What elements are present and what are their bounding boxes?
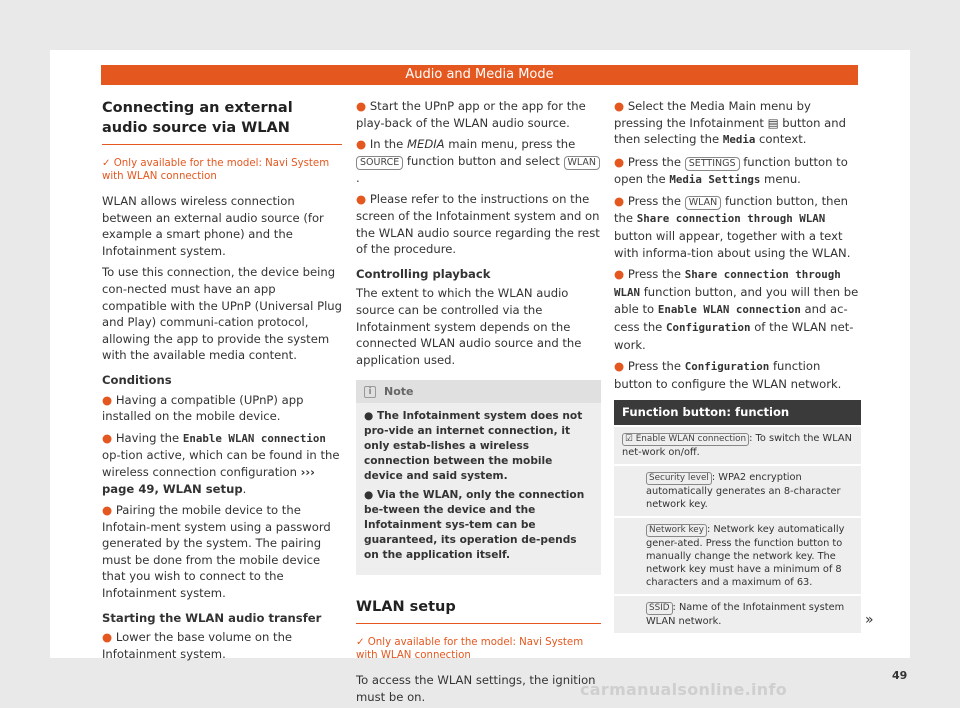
table-row: Network key : Network key automatically gener-ated. Press the function button to manually change the network key. The network key must have a minimum of 8 characters and a maximum of 63. xyxy=(614,516,861,594)
page-reference-link[interactable]: ››› page 49, WLAN setup xyxy=(102,464,315,496)
note-box xyxy=(356,380,601,575)
wlan-button: WLAN xyxy=(564,156,601,170)
security-level-button: Security level xyxy=(646,472,712,485)
column-2 xyxy=(356,98,601,708)
bullet-icon: ● xyxy=(614,99,628,113)
conditions-heading: Conditions xyxy=(102,372,172,387)
start-step-2: ● Start the UPnP app or the app for the play-back of the WLAN audio source. xyxy=(356,99,586,130)
checkbox-icon: ☑ xyxy=(625,434,633,445)
note-body xyxy=(356,403,601,575)
start-step-3: ● In the MEDIA main menu, press the SOURCE function button and select WLAN. xyxy=(356,136,601,186)
function-table xyxy=(614,400,861,633)
wlan-availability-note: ✓ Only available for the model: Navi System with WLAN connection xyxy=(356,637,584,662)
condition-3: ● Pairing the mobile device to the Infotain-ment system using a password generated by the system. The pairing must be done from the mobile device that you wish to connect to the Infotainment system. xyxy=(102,503,331,601)
column-1 xyxy=(102,98,342,667)
bullet-icon: ● xyxy=(614,359,628,374)
page-number: 49 xyxy=(892,669,908,682)
check-icon: ✓ xyxy=(102,158,114,169)
bullet-icon: ● xyxy=(614,194,628,209)
table-row: SSID : Name of the Infotainment system WLAN network. xyxy=(614,594,861,633)
bullet-icon: ● xyxy=(356,137,370,152)
bullet-icon: ● xyxy=(102,392,116,407)
start-heading: Starting the WLAN audio transfer xyxy=(102,610,322,625)
bullet-icon: ● xyxy=(356,99,370,113)
condition-2: ● Having the Enable WLAN connection op-tion active, which can be found in the wireless connection configuration ››› page 49, WLAN setup. xyxy=(102,430,340,496)
intro-paragraph-1: WLAN allows wireless connection between an external audio source (for example a smart phone) and the Infotainment system. xyxy=(102,194,324,258)
check-icon: ✓ xyxy=(356,637,368,649)
bullet-icon: ● xyxy=(614,154,628,169)
watermark: carmanualsonline.info xyxy=(580,680,788,699)
section-heading: Connecting an external audio source via WLAN xyxy=(102,98,342,145)
page-header: Audio and Media Mode xyxy=(101,65,858,85)
enable-wlan-button: ☑ Enable WLAN connection xyxy=(622,433,749,446)
table-row: Security level : WPA2 encryption automatically generates an 8-character network key. xyxy=(614,464,861,516)
bullet-icon: ● xyxy=(102,503,116,518)
bullet-icon: ● xyxy=(356,192,370,207)
start-step-4: ● Please refer to the instructions on the screen of the Infotainment system and on the WLAN audio source regarding the rest of the procedure. xyxy=(356,192,600,257)
bullet-icon: ● xyxy=(614,267,628,282)
availability-note: ✓ Only available for the model: Navi System with WLAN connection xyxy=(102,158,330,182)
column-3 xyxy=(614,98,861,633)
condition-1: ● Having a compatible (UPnP) app installed on the mobile device. xyxy=(102,392,304,424)
wlan-button: WLAN xyxy=(685,196,722,210)
wlan-step-3: ● Press the WLAN function button, then the Share connection through WLAN button will appear, together with a text with informa-tion about using the WLAN. xyxy=(614,194,851,260)
wlan-step-2: ● Press the SETTINGS function button to open the Media Settings menu. xyxy=(614,154,848,186)
wlan-intro-paragraph: To access the WLAN settings, the ignition must be on. xyxy=(356,673,596,704)
bullet-icon: ● xyxy=(102,430,116,445)
controlling-paragraph: The extent to which the WLAN audio source can be controlled via the Infotainment system depends on the connected WLAN audio source and the application used. xyxy=(356,286,582,367)
intro-paragraph-2: To use this connection, the device being con-nected must have an app compatible with the UPnP (Universal Plug and Play) communi-cation protocol, allowing the app to provide the system with the available media content. xyxy=(102,265,342,363)
controlling-heading: Controlling playback xyxy=(356,266,491,281)
start-step-1: ● Lower the base volume on the Infotainment system. xyxy=(102,630,293,661)
wlan-setup-heading: WLAN setup xyxy=(356,597,601,624)
network-key-button: Network key xyxy=(646,524,707,537)
menu-icon: ▤ xyxy=(767,115,779,130)
note-item-1: ● The Infotainment system does not pro-vide an internet connection, it only estab-lishes a wireless connection between the mobile device and said system. xyxy=(364,410,583,483)
continue-marker: » xyxy=(865,612,874,628)
bullet-icon: ● xyxy=(102,630,116,645)
wlan-step-5: ● Press the Configuration function button to configure the WLAN network. xyxy=(614,359,842,391)
info-icon: i xyxy=(364,386,376,398)
ssid-button: SSID xyxy=(646,602,673,615)
function-table-header: Function button: function xyxy=(614,400,861,425)
note-item-2: ● Via the WLAN, only the connection be-tween the device and the Infotainment sys-tem can be guaranteed, its operation de-pends on the application itself. xyxy=(364,489,585,562)
wlan-step-1: ● Select the Media Main menu by pressing the Infotainment ▤ button and then selecting the Media context. xyxy=(614,99,846,147)
source-button: SOURCE xyxy=(356,156,403,170)
settings-button: SETTINGS xyxy=(685,157,740,171)
note-header: i Note xyxy=(356,380,601,403)
wlan-step-4: ● Press the Share connection through WLAN function button, and you will then be able to Enable WLAN connection and ac-cess the Configuration of the WLAN net-work. xyxy=(614,267,859,352)
table-row: ☑ Enable WLAN connection : To switch the WLAN net-work on/off. xyxy=(614,425,861,464)
